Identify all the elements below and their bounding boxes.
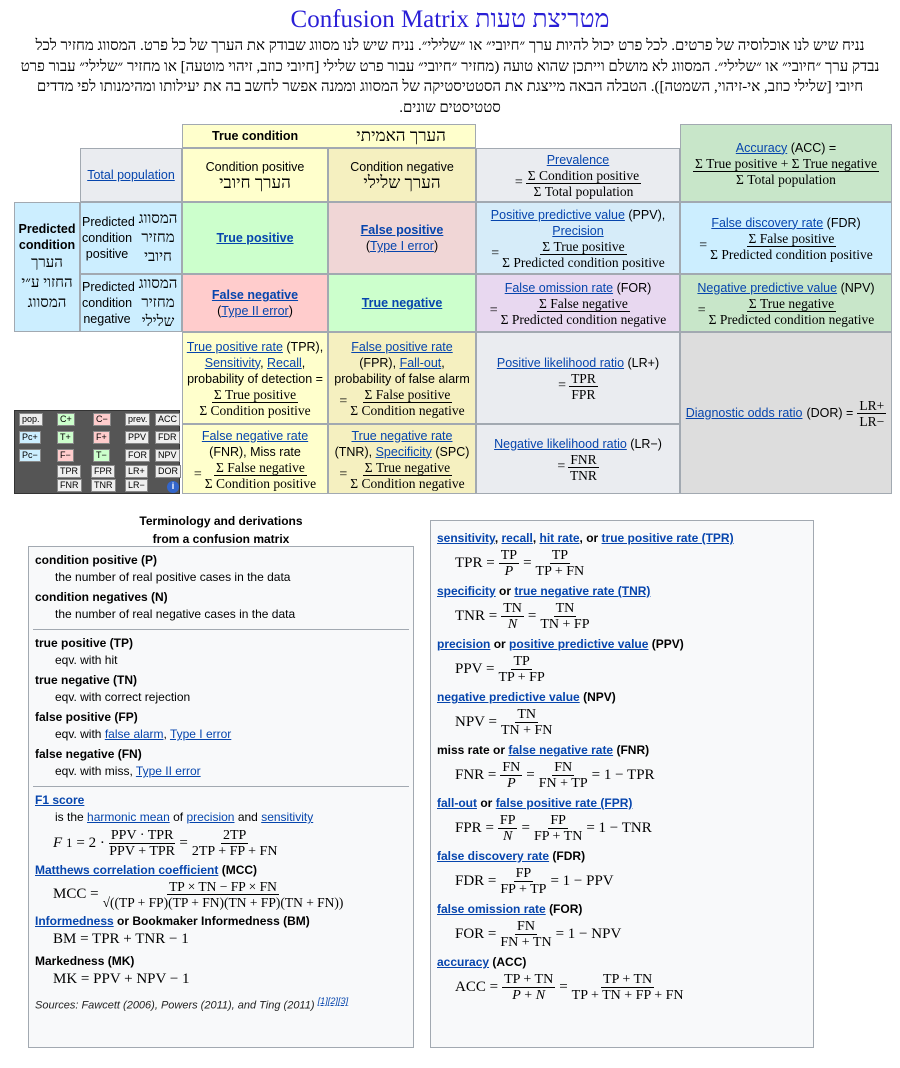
npv-cell: Negative predictive value (NPV) = $\frac{\text{Σ True negative}}{\text{Σ Predicted condition negative}}$ [680,274,892,332]
or-word: or [493,637,506,651]
specificity-link[interactable]: specificity [437,584,496,598]
term-true-positive: true positive (TP) [35,636,134,650]
ppv-numerator: Σ True positive [542,238,625,254]
prevalence-cell: Prevalence = $\frac{\text{Σ Condition positive}}{\text{Σ Total population}}$ [476,148,680,202]
npv-abbr: (NPV) [583,690,616,704]
thumb-label: Pc+ [19,431,41,444]
ppv-abbr: (PPV) [651,637,684,651]
type-1-error-link[interactable]: Type I error [370,239,434,253]
tnr-link[interactable]: true negative rate (TNR) [514,584,651,598]
terminology-box: condition positive (P) the number of real positive cases in the data condition negatives (N) the number of real negative cases in the data true positive (TP) eqv. with hit true negative (TN) eqv. with correct rejection false positive (FP) eqv. with false alarm, Type I error false negative (FN) eqv. with miss, Type II error F1 score is the harmonic mean of precision and sensitivity F 1 = 2 · $\frac{\text{PPV · TPR}}{\text{PPV + TPR}}$ = $\frac{2TP}{2TP + FP + FN}$ Matthews correlation coefficient (MCC) MCC = $\frac{TP \times TN - FP \times FN}{√((TP + FP)(TP + FN)(TN + FP)(TN + FN))}$ Informedness or Bookmaker Informedness (BM) BM = TPR + TNR − 1 Markedness (MK) MK = PPV + NPV − 1 Sources: Fawcett (2006), Powers (2011), and Ting (2011) [1][2][3] [28,546,414,1048]
term-desc: of [173,810,184,824]
fnr-link[interactable]: False negative rate [201,428,309,443]
ppv-link[interactable]: positive predictive value [509,637,649,651]
formulas-box: sensitivity, recall, hit rate, or true positive rate (TPR) TPR = $\frac{TP}{P}$ = $\frac{TP}{TP + FN}$ specificity or true negative rate (TNR) TNR = $\frac{TN}{N}$ = $\frac{TN}{TN + FP}$ precision or positive predictive value (PPV) PPV = $\frac{TP}{TP + FP}$ negative predictive value (NPV) NPV = $\frac{TN}{TN + FN}$ miss rate or false negative rate (FNR) FNR = $\frac{FN}{P}$ = $\frac{FN}{FN + TP}$ = 1 − TPR fall-out or false positive rate (FPR) FPR = $\frac{FP}{N}$ = $\frac{FP}{FP + TN}$ = 1 − TNR false discovery rate (FDR) FDR = $\frac{FP}{FP + TP}$ = 1 − PPV false omission rate (FOR) FOR = $\frac{FN}{FN + TN}$ = 1 − NPV accuracy (ACC) ACC = $\frac{TP + TN}{P + N}$ = $\frac{TP + TN}{TP + TN + FP + FN}$ [430,520,814,1048]
fpr-abbr: (FPR), [359,355,397,370]
thumbnail-legend[interactable] [14,410,180,494]
term-desc: eqv. with correct rejection [55,690,191,704]
ref-link[interactable]: [2] [327,996,338,1006]
prevalence-link[interactable]: Prevalence [546,152,610,167]
precision-link[interactable]: precision [437,637,491,651]
npv-link[interactable]: Negative predictive value [697,280,838,295]
dor-cell [680,332,892,494]
or-word: or [480,796,493,810]
thumb-label: T− [93,449,110,462]
fdr-link[interactable]: false discovery rate [437,849,550,863]
acc-formula: ACC = $\frac{TP + TN}{P + N}$ = $\frac{TP + TN}{TP + TN + FP + FN}$ [455,972,684,1003]
thumb-label: TNR [91,479,116,492]
lr-positive-cell: Positive likelihood ratio (LR+) = $\frac{\text{TPR}}{\text{FPR}}$ [476,332,680,424]
for-denominator: Σ Predicted condition negative [500,311,667,327]
condition-negative-label: Condition negative [350,160,454,174]
thumb-label: prev. [125,413,150,426]
condition-negative-label-he: הערך שלילי [363,173,441,192]
thumb-label: F− [57,449,74,462]
for-numerator: Σ False negative [539,295,628,311]
fallout-link[interactable]: fall-out [437,796,477,810]
f1-formula: F 1 = 2 · $\frac{\text{PPV · TPR}}{\text{PPV + TPR}}$ = $\frac{2TP}{2TP + FP + FN}$ [53,828,278,859]
tpr-cell: True positive rate (TPR), Sensitivity, Recall, probability of detection = $\frac{\text{Σ True positive}}{\text{Σ Condition positive}}$ [182,332,328,424]
term-desc: eqv. with [55,727,102,741]
predicted-negative-label-he: המסווג מחזיר שלילי [138,275,178,330]
fnr-link[interactable]: false negative rate [508,743,614,757]
for-link[interactable]: false omission rate [437,902,546,916]
tpr-denominator: Σ Condition positive [199,402,311,418]
true-condition-label-he: הערך האמיתי [356,126,446,145]
intro-paragraph: נניח שיש לנו אוכלוסיה של פרטים. לכל פרט יכול להיות ערך ״חיובי״ או ״שלילי״. נניח שיש לנו מסווג שבודק את הערך של כל פרט. המסווג מחזיר לכל נבדק ערך ״חיובי״ או ״שלילי״. המסווג לא מושלם וייתכן שהוא טועה (מחזיר ״חיובי״ עבור פרט שלילי [חיובי כוזב, זיהוי מוטעה] או מחזיר ״שלילי״ עבור פרט חיובי [שלילי כוזב, אי-זיהוי, השמטה]). הטבלה הבאה מייצגת את הסטטיסטיקה של המסווג וממנה אפשר לחשב בה את יעילותו ומהימנותו לפי מדדים סטטיסטים שונים. [20,38,880,116]
condition-positive-label-he: הערך חיובי [219,173,291,192]
thumb-label: PPV [125,431,149,444]
lr-positive-numerator: TPR [571,370,596,386]
fdr-link[interactable]: False discovery rate [711,215,824,230]
recall-link[interactable]: Recall [267,355,302,370]
npv-formula: NPV = $\frac{TN}{TN + FN}$ [455,707,553,738]
terminology-caption [28,512,414,548]
mcc-formula: MCC = $\frac{TP \times TN - FP \times FN}{√((TP + FP)(TP + FN)(TN + FP)(TN + FN))}$ [53,879,344,910]
lr-negative-denominator: TNR [569,467,597,483]
npv-numerator: Σ True negative [748,295,835,311]
fnr-abbr: (FNR) [616,743,650,757]
prevalence-numerator: Σ Condition positive [527,167,640,183]
true-condition-header [182,124,476,148]
lr-positive-denominator: FPR [571,386,596,402]
specificity-link[interactable]: Specificity [375,444,432,459]
false-negative-cell: False negative (Type II error) [182,274,328,332]
miss-rate-text: miss rate or [437,743,506,757]
term-markedness: Markedness (MK) [35,954,135,968]
predicted-positive-label-he: המסווג מחזיר חיובי [138,210,178,265]
thumb-label: ACC [155,413,180,426]
tnr-cell: True negative rate (TNR), Specificity (SPC) = $\frac{\text{Σ True negative}}{\text{Σ Condition negative}}$ [328,424,476,494]
predicted-condition-label-he: הערך החזוי ע״י המסווג [21,255,73,311]
lr-negative-link[interactable]: Negative likelihood ratio [494,436,627,451]
page-title: Confusion Matrix מטריצת טעות [290,6,610,33]
type-2-error-link[interactable]: Type II error [221,304,289,318]
f1-score-link[interactable]: F1 score [35,793,85,807]
predicted-positive-label: Predicted condition positive [82,215,135,261]
fpr-link[interactable]: False positive rate [351,339,453,354]
term-desc: eqv. with hit [55,653,118,667]
false-alarm-link[interactable]: false alarm [104,727,164,741]
lr-negative-abbr: (LR−) [630,436,662,451]
caption-line-1: Terminology and derivations [139,514,303,528]
term-condition-negative: condition negatives (N) [35,590,168,604]
fnr-numerator: Σ False negative [216,459,305,475]
tnr-numerator: Σ True negative [364,459,451,475]
true-negative-link[interactable]: True negative [361,296,443,310]
thumb-label: DOR [155,465,181,478]
or-word: or [586,531,599,545]
condition-positive-cell [182,148,328,202]
type-1-error-link[interactable]: Type I error [169,727,232,741]
fpr-denominator: Σ Condition negative [350,402,465,418]
fdr-denominator: Σ Predicted condition positive [710,246,873,262]
informedness-link[interactable]: Informedness [35,914,114,928]
ppv-link[interactable]: Positive predictive value [490,207,625,222]
condition-negative-cell [328,148,476,202]
fdr-numerator: Σ False positive [748,230,835,246]
thumb-label: C− [93,413,111,426]
acc-abbr: (ACC) [492,955,527,969]
mcc-link[interactable]: Matthews correlation coefficient [35,863,219,877]
false-positive-cell: False positive (Type I error) [328,202,476,274]
for-cell: False omission rate (FOR) = $\frac{\text{Σ False negative}}{\text{Σ Predicted condition negative}}$ [476,274,680,332]
npv-abbr: (NPV) [840,280,875,295]
ppv-denominator: Σ Predicted condition positive [502,254,665,270]
tpr-link[interactable]: True positive rate [186,339,283,354]
precision-link[interactable]: precision [186,810,235,824]
thumb-label: FOR [125,449,150,462]
thumb-label: pop. [19,413,43,426]
predicted-negative-cell [80,274,182,332]
predicted-condition-label: Predicted condition [18,222,76,252]
ppv-formula: PPV = $\frac{TP}{TP + FP}$ [455,654,545,685]
tnr-link[interactable]: True negative rate [351,428,453,443]
hit-rate-link[interactable]: hit rate [539,531,580,545]
lr-positive-abbr: (LR+) [627,355,660,370]
for-formula: FOR = $\frac{FN}{FN + TN}$ = 1 − NPV [455,919,622,950]
fdr-cell: False discovery rate (FDR) = $\frac{\text{Σ False positive}}{\text{Σ Predicted condition positive}}$ [680,202,892,274]
term-condition-positive: condition positive (P) [35,553,157,567]
tpr-extra: probability of detection = [187,371,323,386]
tnr-abbr: (TNR), [334,444,373,459]
term-desc: the number of real negative cases in the data [55,607,296,621]
predicted-positive-cell [80,202,182,274]
total-population-link[interactable]: Total population [87,168,175,182]
fnr-formula: FNR = $\frac{FN}{P}$ = $\frac{FN}{FN + TP}$ = 1 − TPR [455,760,655,791]
true-condition-label: True condition [212,129,299,143]
false-positive-link[interactable]: False positive [360,223,444,237]
fallout-link[interactable]: Fall-out [399,355,442,370]
fpr-link[interactable]: false positive rate (FPR) [495,796,633,810]
term-false-negative: false negative (FN) [35,747,142,761]
informedness-rest: or Bookmaker Informedness (BM) [117,914,310,928]
thumb-label: LR− [125,479,148,492]
prevalence-denominator: Σ Total population [533,183,634,199]
accuracy-link[interactable]: accuracy [437,955,490,969]
true-positive-cell [182,202,328,274]
condition-positive-label: Condition positive [205,160,305,174]
tnr-denominator: Σ Condition negative [350,475,465,491]
thumb-label: FPR [91,465,115,478]
info-icon[interactable]: i [167,481,179,493]
thumb-label: C+ [57,413,75,426]
dor-numerator: LR+ [859,397,885,413]
lr-negative-cell: Negative likelihood ratio (LR−) = $\frac{\text{FNR}}{\text{TNR}}$ [476,424,680,494]
caption-line-2: from a confusion matrix [152,532,290,546]
predicted-negative-label: Predicted condition negative [82,280,135,326]
tpr-formula: TPR = $\frac{TP}{P}$ = $\frac{TP}{TP + FN}$ [455,548,585,579]
accuracy-cell [680,124,892,202]
precision-link[interactable]: Precision [552,223,604,238]
thumb-label: TPR [57,465,81,478]
ref-link[interactable]: [1] [317,996,328,1006]
spc-abbr: (SPC) [435,444,470,459]
fdr-formula: FDR = $\frac{FP}{FP + TP}$ = 1 − PPV [455,866,614,897]
for-abbr: (FOR) [616,280,652,295]
npv-link[interactable]: negative predictive value [437,690,580,704]
fpr-extra: probability of false alarm [334,371,470,386]
total-population-cell [80,148,182,202]
thumb-label: F+ [93,431,110,444]
thumb-label: T+ [57,431,74,444]
predicted-condition-cell [14,202,80,332]
fnr-cell: False negative rate (FNR), Miss rate = $\frac{\text{Σ False negative}}{\text{Σ Condition positive}}$ [182,424,328,494]
tpr-abbr: (TPR), [286,339,324,354]
npv-denominator: Σ Predicted condition negative [708,311,875,327]
thumb-label: FDR [155,431,180,444]
true-positive-link[interactable]: True positive [216,231,294,245]
ppv-abbr: (PPV), [628,207,666,222]
for-abbr: (FOR) [549,902,583,916]
accuracy-abbr: (ACC) = [790,140,837,155]
term-desc: and [237,810,258,824]
bm-formula: BM = TPR + TNR − 1 [53,931,189,947]
true-negative-cell [328,274,476,332]
term-desc: eqv. with miss, [55,764,133,778]
fpr-numerator: Σ False positive [364,386,451,402]
fpr-cell: False positive rate (FPR), Fall-out, probability of false alarm = $\frac{\text{Σ False positive}}{\text{Σ Condition negative}}$ [328,332,476,424]
fdr-abbr: (FDR) [552,849,586,863]
sensitivity-link[interactable]: Sensitivity [204,355,261,370]
lr-negative-numerator: FNR [570,451,597,467]
thumb-label: FNR [57,479,82,492]
type-2-error-link[interactable]: Type II error [135,764,201,778]
dor-abbr: (DOR) = [806,406,854,420]
recall-link[interactable]: recall [501,531,533,545]
harmonic-mean-link[interactable]: harmonic mean [87,810,170,824]
dor-link[interactable]: Diagnostic odds ratio [685,406,803,420]
fdr-abbr: (FDR) [826,215,861,230]
accuracy-numerator: Σ True positive + Σ True negative [694,155,878,171]
ppv-cell: Positive predictive value (PPV), Precision = $\frac{\text{Σ True positive}}{\text{Σ Predicted condition positive}}$ [476,202,680,274]
thumb-label: NPV [155,449,180,462]
sensitivity-link[interactable]: sensitivity [261,810,314,824]
false-negative-link[interactable]: False negative [211,288,299,302]
accuracy-link[interactable]: Accuracy [735,140,788,155]
term-desc: the number of real positive cases in the data [55,570,291,584]
dor-denominator: LR− [859,413,885,429]
term-desc: is the [55,810,84,824]
mcc-abbr: (MCC) [221,863,258,877]
fnr-abbr: (FNR), Miss rate [209,444,301,459]
fnr-denominator: Σ Condition positive [204,475,317,491]
accuracy-denominator: Σ Total population [736,171,836,187]
sensitivity-link[interactable]: sensitivity [437,531,495,545]
for-link[interactable]: False omission rate [504,280,614,295]
thumb-label: LR+ [125,465,148,478]
sources-text: Sources: Fawcett (2006), Powers (2011), and Ting (2011) [35,999,315,1012]
term-true-negative: true negative (TN) [35,673,138,687]
lr-positive-link[interactable]: Positive likelihood ratio [496,355,625,370]
tpr-link[interactable]: true positive rate (TPR) [601,531,734,545]
term-false-positive: false positive (FP) [35,710,138,724]
mk-formula: MK = PPV + NPV − 1 [53,971,190,987]
thumb-label: Pc− [19,449,41,462]
fpr-formula: FPR = $\frac{FP}{N}$ = $\frac{FP}{FP + TN}$ = 1 − TNR [455,813,652,844]
or-word: or [499,584,512,598]
ref-link[interactable]: [3] [337,996,349,1006]
tnr-formula: TNR = $\frac{TN}{N}$ = $\frac{TN}{TN + FP}$ [455,601,590,632]
tpr-numerator: Σ True positive [213,386,297,402]
